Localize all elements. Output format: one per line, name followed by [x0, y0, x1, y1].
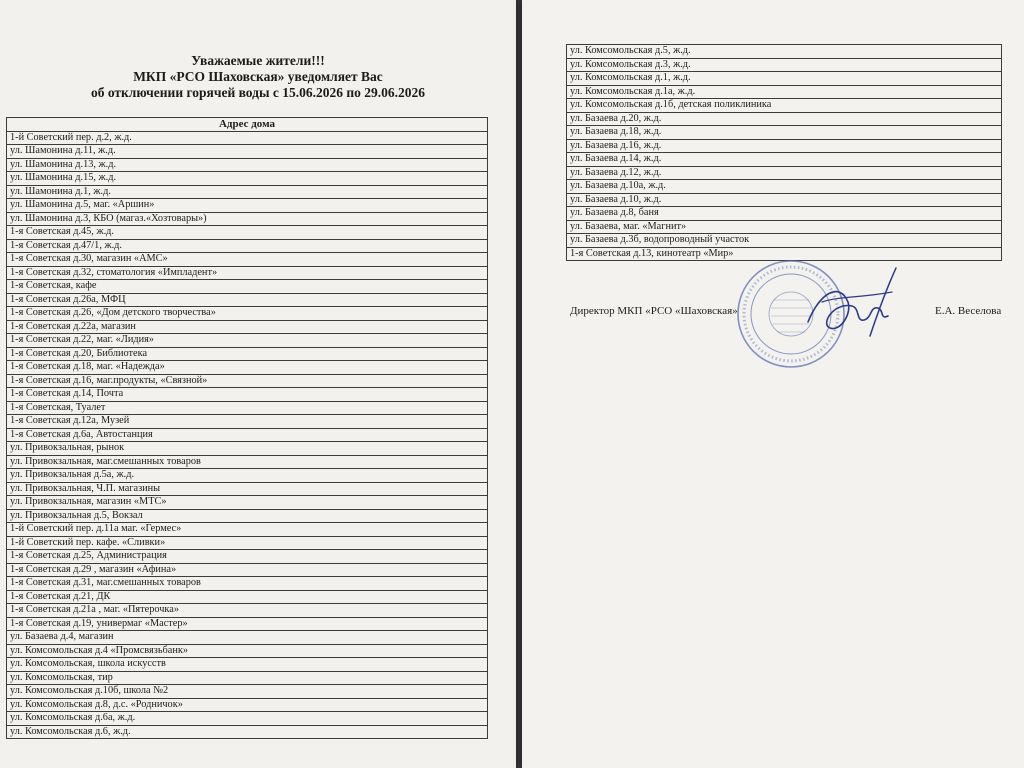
address-cell: ул. Базаева д.16, ж.д. — [567, 139, 1002, 153]
table-row — [7, 563, 488, 577]
table-row — [7, 428, 488, 442]
address-cell: ул. Привокзальная д.5а, ж.д. — [7, 469, 488, 483]
table-row — [7, 455, 488, 469]
table-row — [7, 698, 488, 712]
address-cell: 1-я Советская, кафе — [7, 280, 488, 294]
table-row — [7, 401, 488, 415]
address-cell: 1-я Советская д.21а , маг. «Пятерочка» — [7, 604, 488, 618]
table-row — [7, 320, 488, 334]
address-cell: ул. Базаева д.18, ж.д. — [567, 126, 1002, 140]
table-row — [7, 644, 488, 658]
address-cell: 1-я Советская д.13, кинотеатр «Мир» — [567, 247, 1002, 261]
address-cell: 1-я Советская д.14, Почта — [7, 388, 488, 402]
director-name: Е.А. Веселова — [935, 305, 1002, 317]
table-row — [7, 617, 488, 631]
table-row — [7, 131, 488, 145]
address-cell: ул. Комсомольская д.6, ж.д. — [7, 725, 488, 739]
table-row — [567, 153, 1002, 167]
table-row — [567, 139, 1002, 153]
table-row — [567, 220, 1002, 234]
table-row — [7, 442, 488, 456]
table-row — [7, 145, 488, 159]
table-row — [7, 509, 488, 523]
address-cell: ул. Привокзальная, рынок — [7, 442, 488, 456]
address-cell: ул. Базаева д.10, ж.д. — [567, 193, 1002, 207]
address-cell: 1-й Советский пер. д.11а маг. «Гермес» — [7, 523, 488, 537]
address-cell: ул. Базаева д.20, ж.д. — [567, 112, 1002, 126]
address-cell: ул. Базаева д.3б, водопроводный участок — [567, 234, 1002, 248]
address-cell: ул. Базаева д.12, ж.д. — [567, 166, 1002, 180]
address-cell: ул. Шамонина д.11, ж.д. — [7, 145, 488, 159]
table-row — [7, 334, 488, 348]
address-cell: ул. Привокзальная, Ч.П. магазины — [7, 482, 488, 496]
address-cell: ул. Комсомольская, школа искусств — [7, 658, 488, 672]
address-cell: 1-я Советская д.29 , магазин «Афина» — [7, 563, 488, 577]
address-cell: 1-я Советская д.22, маг. «Лидия» — [7, 334, 488, 348]
table-row — [7, 158, 488, 172]
table-row — [7, 307, 488, 321]
address-cell: ул. Комсомольская д.4 «Промсвязьбанк» — [7, 644, 488, 658]
address-cell: ул. Комсомольская д.1б, детская поликлиника — [567, 99, 1002, 113]
address-cell: ул. Базаева д.4, магазин — [7, 631, 488, 645]
table-row — [7, 658, 488, 672]
table-row — [7, 685, 488, 699]
address-cell: ул. Комсомольская д.1, ж.д. — [567, 72, 1002, 86]
address-cell: ул. Шамонина д.5, маг. «Аршин» — [7, 199, 488, 213]
address-cell: 1-я Советская д.30, магазин «АМС» — [7, 253, 488, 267]
table-row — [7, 550, 488, 564]
notice-line-2: МКП «РСО Шаховская» уведомляет Вас — [133, 69, 383, 84]
table-row — [567, 99, 1002, 113]
address-cell: 1-я Советская д.18, маг. «Надежда» — [7, 361, 488, 375]
address-cell: 1-й Советский пер. кафе. «Сливки» — [7, 536, 488, 550]
address-cell: ул. Привокзальная, маг.смешанных товаров — [7, 455, 488, 469]
address-table-right — [566, 44, 1002, 261]
handwritten-signature — [800, 262, 900, 352]
address-cell: 1-я Советская д.31, маг.смешанных товаров — [7, 577, 488, 591]
address-cell: ул. Базаева д.14, ж.д. — [567, 153, 1002, 167]
table-row — [7, 631, 488, 645]
table-row — [7, 185, 488, 199]
address-cell: 1-я Советская, Туалет — [7, 401, 488, 415]
table-row — [7, 293, 488, 307]
table-row — [7, 361, 488, 375]
notice-line-1: Уважаемые жители!!! — [191, 53, 325, 68]
address-cell: 1-я Советская д.6а, Автостанция — [7, 428, 488, 442]
address-cell: ул. Комсомольская д.1а, ж.д. — [567, 85, 1002, 99]
address-cell: ул. Комсомольская д.8, д.с. «Родничок» — [7, 698, 488, 712]
address-cell: ул. Привокзальная д.5, Вокзал — [7, 509, 488, 523]
table-row — [567, 85, 1002, 99]
table-row — [567, 45, 1002, 59]
address-cell: 1-я Советская д.22а, магазин — [7, 320, 488, 334]
table-row — [7, 212, 488, 226]
address-cell: ул. Шамонина д.1, ж.д. — [7, 185, 488, 199]
address-cell: ул. Комсомольская д.3, ж.д. — [567, 58, 1002, 72]
table-row — [7, 536, 488, 550]
address-cell: 1-й Советский пер. д.2, ж.д. — [7, 131, 488, 145]
address-cell: ул. Привокзальная, магазин «МТС» — [7, 496, 488, 510]
address-cell: 1-я Советская д.12а, Музей — [7, 415, 488, 429]
table-row — [7, 388, 488, 402]
table-row — [7, 253, 488, 267]
address-cell: 1-я Советская д.16, маг.продукты, «Связной» — [7, 374, 488, 388]
address-cell: ул. Комсомольская д.10б, школа №2 — [7, 685, 488, 699]
table-row — [7, 671, 488, 685]
table-row — [7, 712, 488, 726]
table-row — [567, 193, 1002, 207]
table-row — [567, 72, 1002, 86]
address-cell: 1-я Советская д.21, ДК — [7, 590, 488, 604]
table-row — [7, 347, 488, 361]
table-row — [7, 415, 488, 429]
notice-line-3: об отключении горячей воды с 15.06.2026 по 29.06.2026 — [90, 85, 426, 100]
address-cell: ул. Базаева д.10а, ж.д. — [567, 180, 1002, 194]
address-cell: 1-я Советская д.25, Администрация — [7, 550, 488, 564]
address-table-left — [6, 117, 488, 739]
address-cell: 1-я Советская д.47/1, ж.д. — [7, 239, 488, 253]
table-row — [567, 166, 1002, 180]
director-position: Директор МКП «РСО «Шаховская» — [570, 305, 738, 317]
address-cell: ул. Шамонина д.15, ж.д. — [7, 172, 488, 186]
table-row — [7, 280, 488, 294]
address-cell: 1-я Советская д.20, Библиотека — [7, 347, 488, 361]
address-cell: ул. Шамонина д.3, КБО (магаз.«Хозтовары») — [7, 212, 488, 226]
address-cell: ул. Базаева д.8, баня — [567, 207, 1002, 221]
table-row — [7, 577, 488, 591]
address-cell: ул. Комсомольская, тир — [7, 671, 488, 685]
address-cell: ул. Шамонина д.13, ж.д. — [7, 158, 488, 172]
notice-title — [0, 53, 516, 101]
table-row — [7, 172, 488, 186]
table-row — [7, 725, 488, 739]
address-cell: 1-я Советская д.32, стоматология «Импладент» — [7, 266, 488, 280]
table-row — [7, 226, 488, 240]
table-row — [7, 469, 488, 483]
table-row — [567, 234, 1002, 248]
table-row — [567, 207, 1002, 221]
address-cell: 1-я Советская д.26а, МФЦ — [7, 293, 488, 307]
address-cell: ул. Базаева, маг. «Магнит» — [567, 220, 1002, 234]
table-row — [7, 604, 488, 618]
address-cell: 1-я Советская д.26, «Дом детского творчества» — [7, 307, 488, 321]
table-header: Адрес дома — [7, 118, 488, 132]
table-row — [7, 199, 488, 213]
table-row — [567, 112, 1002, 126]
address-cell: ул. Комсомольская д.6а, ж.д. — [7, 712, 488, 726]
table-row — [7, 374, 488, 388]
table-row — [7, 590, 488, 604]
address-cell: ул. Комсомольская д.5, ж.д. — [567, 45, 1002, 59]
table-row — [7, 523, 488, 537]
table-row — [7, 239, 488, 253]
table-row — [567, 126, 1002, 140]
table-row — [7, 482, 488, 496]
address-cell: 1-я Советская д.45, ж.д. — [7, 226, 488, 240]
table-row — [567, 58, 1002, 72]
table-row — [7, 496, 488, 510]
table-row — [7, 266, 488, 280]
address-cell: 1-я Советская д.19, универмаг «Мастер» — [7, 617, 488, 631]
table-row — [567, 180, 1002, 194]
